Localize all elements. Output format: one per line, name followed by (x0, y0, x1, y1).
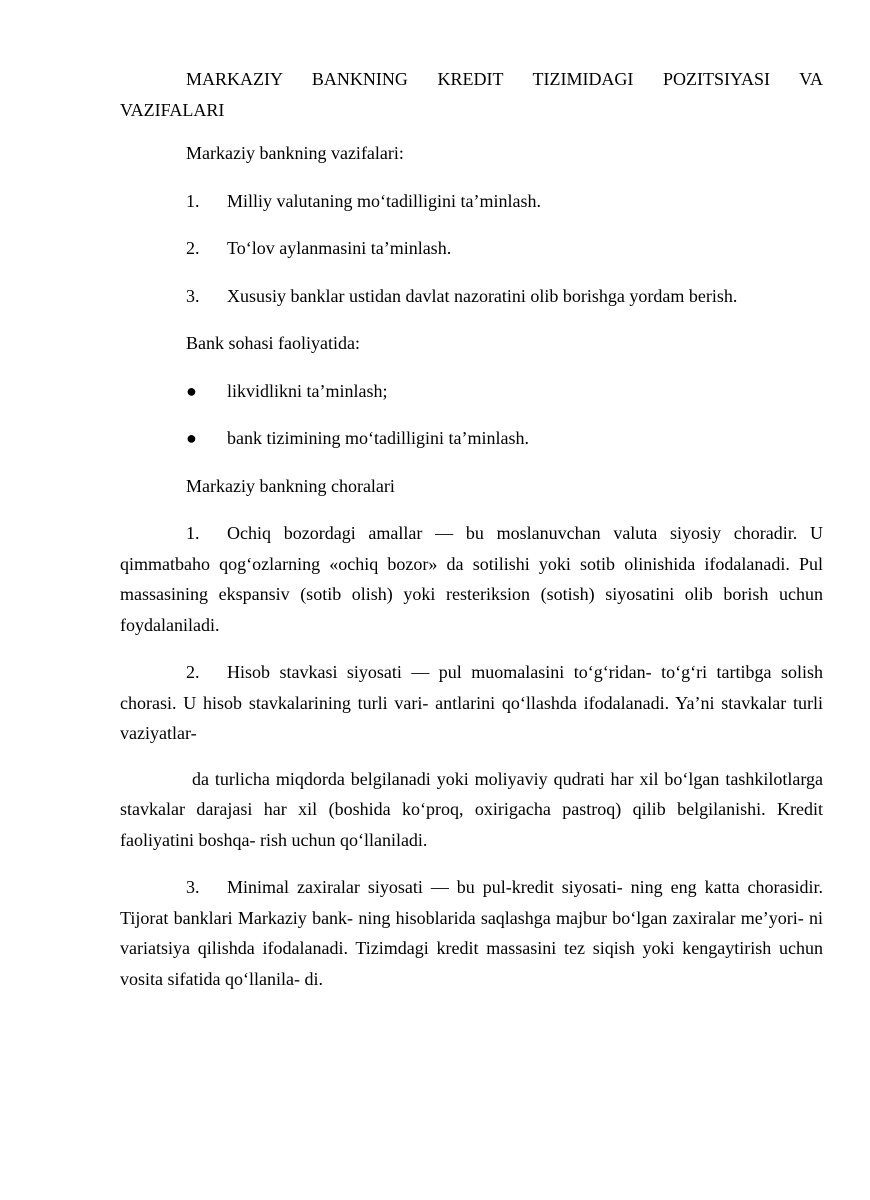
list-marker: 1. (186, 190, 200, 211)
measure-text: Ochiq bozordagi amallar — bu moslanuvchan valuta siyosiy choradir. U qimmatbaho qog‘ozlarning «ochiq bozor» da sotilishi yoki sotib olinishida ifodalanadi. Pul massasining ekspansiv (sotib olish) yoki resteriksion (sotish) siyosatini olib borish uchun foydalaniladi. (120, 523, 823, 635)
task-item-1 (120, 186, 823, 217)
list-marker: 3. (186, 285, 200, 306)
list-marker: 1. (186, 523, 200, 543)
tasks-heading: Markaziy bankning vazifalari: (186, 143, 404, 163)
measure-item-2 (120, 657, 823, 749)
list-marker: 3. (186, 877, 200, 897)
measure-text: Minimal zaxiralar siyosati — bu pul-kredit siyosati- ning eng katta chorasidir. Tijorat banklari Markaziy bank- ning hisoblarida saqlashga majbur bo‘lgan zaxiralar me’yori- ni variatsiya qilishda ifodalanadi. Tizimdagi kredit massasini tez siqish yoki kengaytirish uchun vosita sifatida qo‘llanila- di. (120, 877, 823, 989)
bullet-marker: ● (186, 428, 197, 448)
measure-continuation: da turlicha miqdorda belgilanadi yoki moliyaviy qudrati har xil bo‘lgan tashkilotlarga stavkalar darajasi har xil (boshida ko‘proq, oxirigacha pastroq) qilib belgilanishi. Kredit faoliyatini boshqa- rish uchun qo‘llaniladi. (120, 768, 823, 850)
sector-item-2 (120, 423, 823, 454)
document-body (120, 64, 823, 1011)
measure-item-1 (120, 518, 823, 640)
sector-item-1 (120, 376, 823, 407)
document-title: MARKAZIY BANKNING KREDIT TIZIMIDAGI POZITSIYASI VA VAZIFALARI (120, 69, 823, 120)
task-text: To‘lov aylanmasini ta’minlash. (227, 238, 452, 258)
list-marker: 2. (186, 238, 200, 258)
task-item-3 (120, 281, 823, 312)
task-text: Milliy valutaning mo‘tadilligini ta’minlash. (227, 190, 541, 211)
measure-item-3 (120, 872, 823, 994)
sector-heading: Bank sohasi faoliyatida: (186, 333, 360, 353)
task-item-2 (120, 233, 823, 264)
task-text: Xususiy banklar ustidan davlat nazoratini olib borishga yordam berish. (227, 285, 738, 306)
list-marker: 2. (186, 662, 200, 682)
sector-text: likvidlikni ta’minlash; (227, 380, 388, 401)
measure-text: Hisob stavkasi siyosati — pul muomalasini to‘g‘ridan- to‘g‘ri tartibga solish chorasi. U hisob stavkalarining turli vari- antlarini qo‘llashda ifodalanadi. Ya’ni stavkalar turli vaziyatlar- (120, 662, 823, 743)
bullet-marker: ● (186, 380, 197, 401)
sector-text: bank tizimining mo‘tadilligini ta’minlash. (227, 428, 529, 448)
measures-heading: Markaziy bankning choralari (186, 475, 395, 496)
